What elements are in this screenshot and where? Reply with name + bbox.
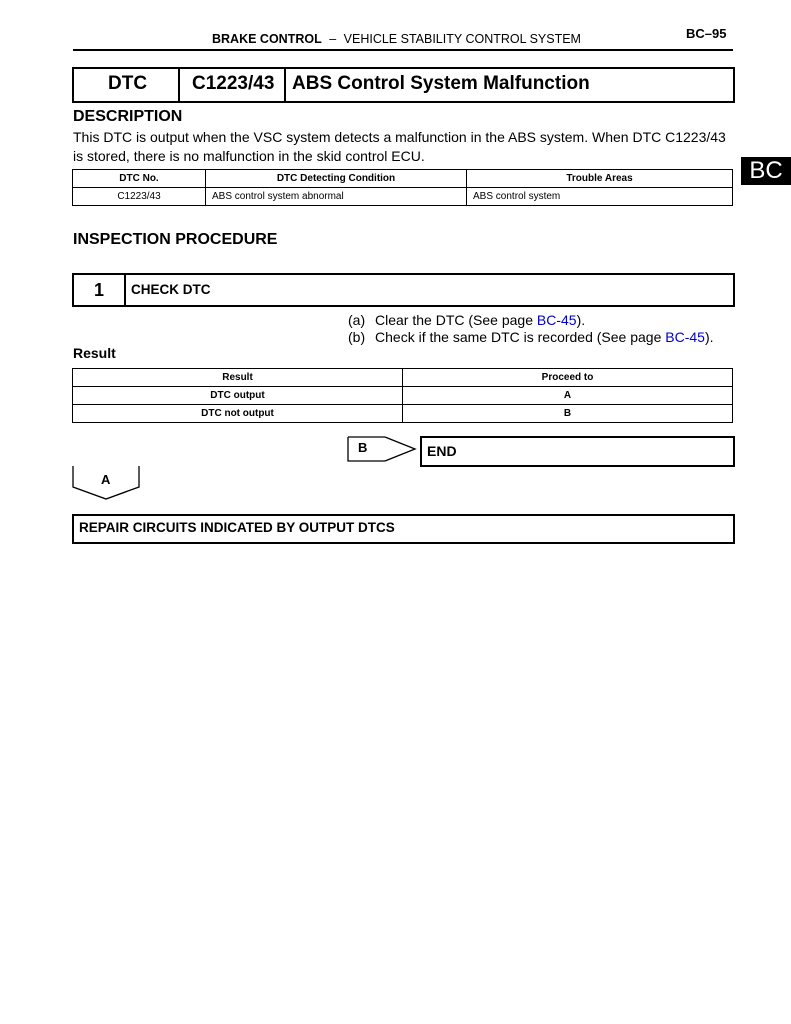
result-table-header: Result [73, 369, 403, 387]
end-label: END [427, 443, 457, 459]
dtc-table-header: Trouble Areas [467, 170, 733, 188]
header-dash: – [329, 32, 337, 46]
result-table [72, 368, 733, 423]
step-number: 1 [74, 275, 126, 305]
instruction-marker: (b) [348, 329, 366, 345]
result-heading: Result [73, 345, 116, 361]
instruction-tail: ). [576, 312, 586, 328]
instruction-a [348, 312, 585, 328]
step-title: CHECK DTC [131, 282, 211, 297]
section-side-tab[interactable]: BC [741, 157, 791, 185]
dtc-table-header: DTC No. [73, 170, 206, 188]
description-heading: DESCRIPTION [73, 108, 183, 125]
dtc-table-header: DTC Detecting Condition [206, 170, 467, 188]
instruction-text: Clear the DTC (See page [375, 312, 537, 328]
end-box[interactable] [420, 436, 735, 467]
table-cell: ABS control system [467, 188, 733, 206]
dtc-label: DTC [108, 73, 148, 94]
header-subsection: VEHICLE STABILITY CONTROL SYSTEM [343, 32, 581, 46]
repair-box[interactable] [72, 514, 735, 544]
instruction-b [348, 329, 714, 345]
description-line-2: is stored, there is no malfunction in the skid control ECU. [73, 148, 425, 164]
table-row [73, 387, 733, 405]
result-table-header: Proceed to [403, 369, 733, 387]
dtc-title-box [72, 67, 735, 103]
b-label[interactable]: B [358, 440, 368, 455]
page-link[interactable]: BC-45 [536, 312, 577, 328]
title-divider [284, 69, 286, 101]
instruction-text: Check if the same DTC is recorded (See page [375, 329, 666, 345]
title-divider [178, 69, 180, 101]
page-number: BC–95 [686, 26, 727, 41]
dtc-table [72, 169, 733, 206]
page-link[interactable]: BC-45 [665, 329, 705, 345]
description-line-1: This DTC is output when the VSC system detects a malfunction in the ABS system. When DTC C1223/43 [73, 129, 726, 145]
dtc-code: C1223/43 [192, 73, 275, 94]
table-row [73, 188, 733, 206]
page-header-title [212, 32, 581, 46]
table-cell: C1223/43 [73, 188, 206, 206]
header-divider [73, 49, 733, 51]
dtc-name: ABS Control System Malfunction [292, 73, 590, 94]
table-row [73, 405, 733, 423]
inspection-heading: INSPECTION PROCEDURE [73, 231, 278, 248]
instruction-tail: ). [704, 329, 714, 345]
table-cell: DTC output [73, 387, 403, 405]
table-cell: DTC not output [73, 405, 403, 423]
repair-label: REPAIR CIRCUITS INDICATED BY OUTPUT DTCS [79, 520, 395, 535]
table-cell: B [403, 405, 733, 423]
a-label[interactable]: A [101, 472, 111, 487]
table-cell: ABS control system abnormal [206, 188, 467, 206]
step-box [72, 273, 735, 307]
header-section: BRAKE CONTROL [212, 32, 322, 46]
table-cell: A [403, 387, 733, 405]
instruction-marker: (a) [348, 312, 366, 328]
